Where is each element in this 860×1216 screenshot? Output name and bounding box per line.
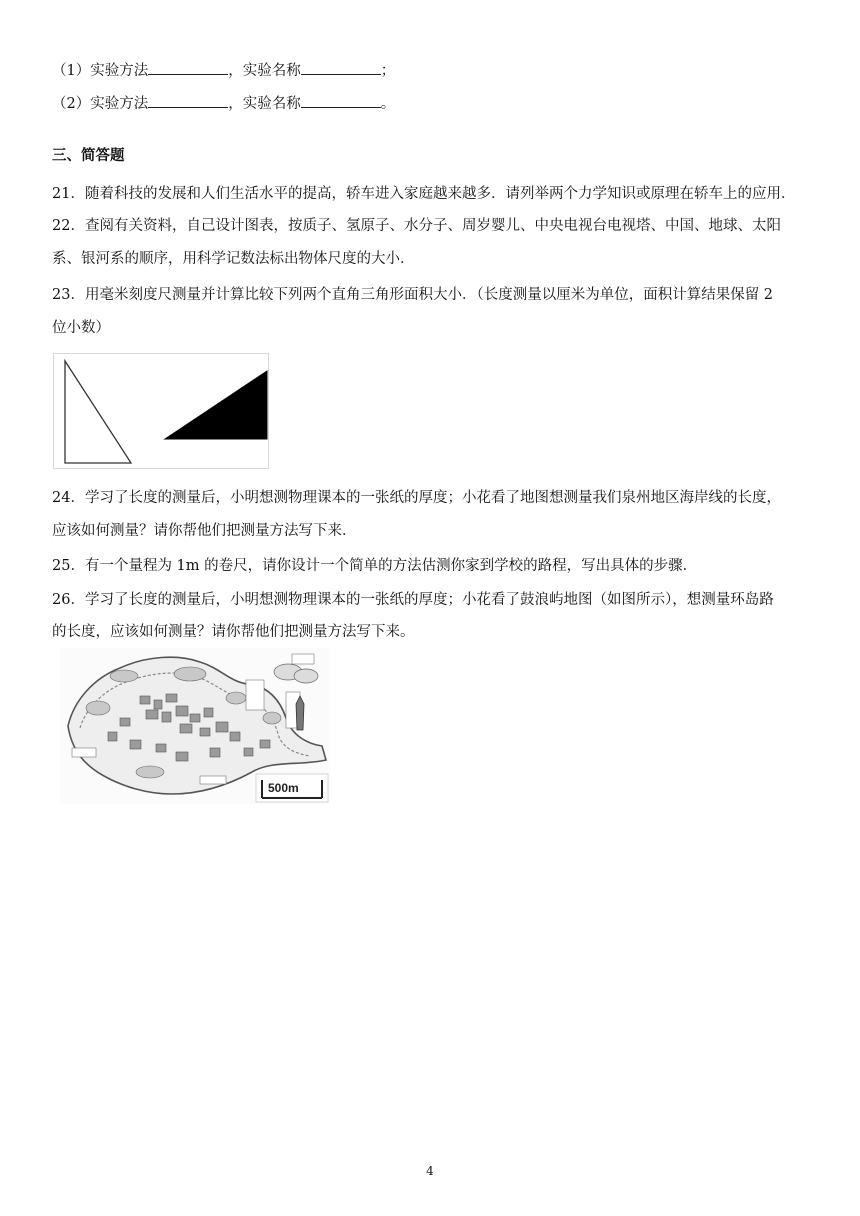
answer-blank[interactable] [148,93,228,108]
answer-blank[interactable] [148,60,228,75]
answer-blank[interactable] [301,60,381,75]
question-26-line-1: 26．学习了长度的测量后，小明想测物理课本的一张纸的厚度；小花看了鼓浪屿地图（如图所示），想测量环岛路 [52,592,774,608]
question-24-line-1: 24．学习了长度的测量后，小明想测物理课本的一张纸的厚度；小花看了地图想测量我们泉州地区海岸线的长度， [52,490,781,506]
island-map-figure [60,648,330,804]
scale-bar-label: 500m [268,781,299,795]
question-25: 25．有一个量程为 1m 的卷尺，请你设计一个简单的方法估测你家到学校的路程，写出具体的步骤． [52,558,698,574]
section-heading: 三、简答题 [52,148,125,164]
question-23-line-1: 23．用毫米刻度尺测量并计算比较下列两个直角三角形面积大小．（长度测量以厘米为单位，面积计算结果保留 2 [52,287,774,303]
question-20-part-1: （1）实验方法 ，实验名称 ； [52,60,395,81]
question-22-line-2: 系、银河系的顺序，用科学记数法标出物体尺度的大小． [52,251,415,267]
question-22-line-1: 22．查阅有关资料，自己设计图表，按质子、氢原子、水分子、周岁婴儿、中央电视台电视塔、中国、地球、太阳 [52,218,781,234]
question-26-line-2: 的长度，应该如何测量？请你帮他们把测量方法写下来。 [52,624,415,640]
question-20-part-2: （2）实验方法 ，实验名称 。 [52,93,395,114]
question-23-line-2: 位小数） [52,320,110,336]
triangles-figure [53,353,269,469]
statue-icon [296,696,304,730]
question-21: 21．随着科技的发展和人们生活水平的提高，轿车进入家庭越来越多．请列举两个力学知识或原理在轿车上的应用． [52,186,796,202]
question-24-line-2: 应该如何测量？请你帮他们把测量方法写下来． [52,523,357,539]
page-number: 4 [426,1164,434,1178]
answer-blank[interactable] [301,93,381,108]
